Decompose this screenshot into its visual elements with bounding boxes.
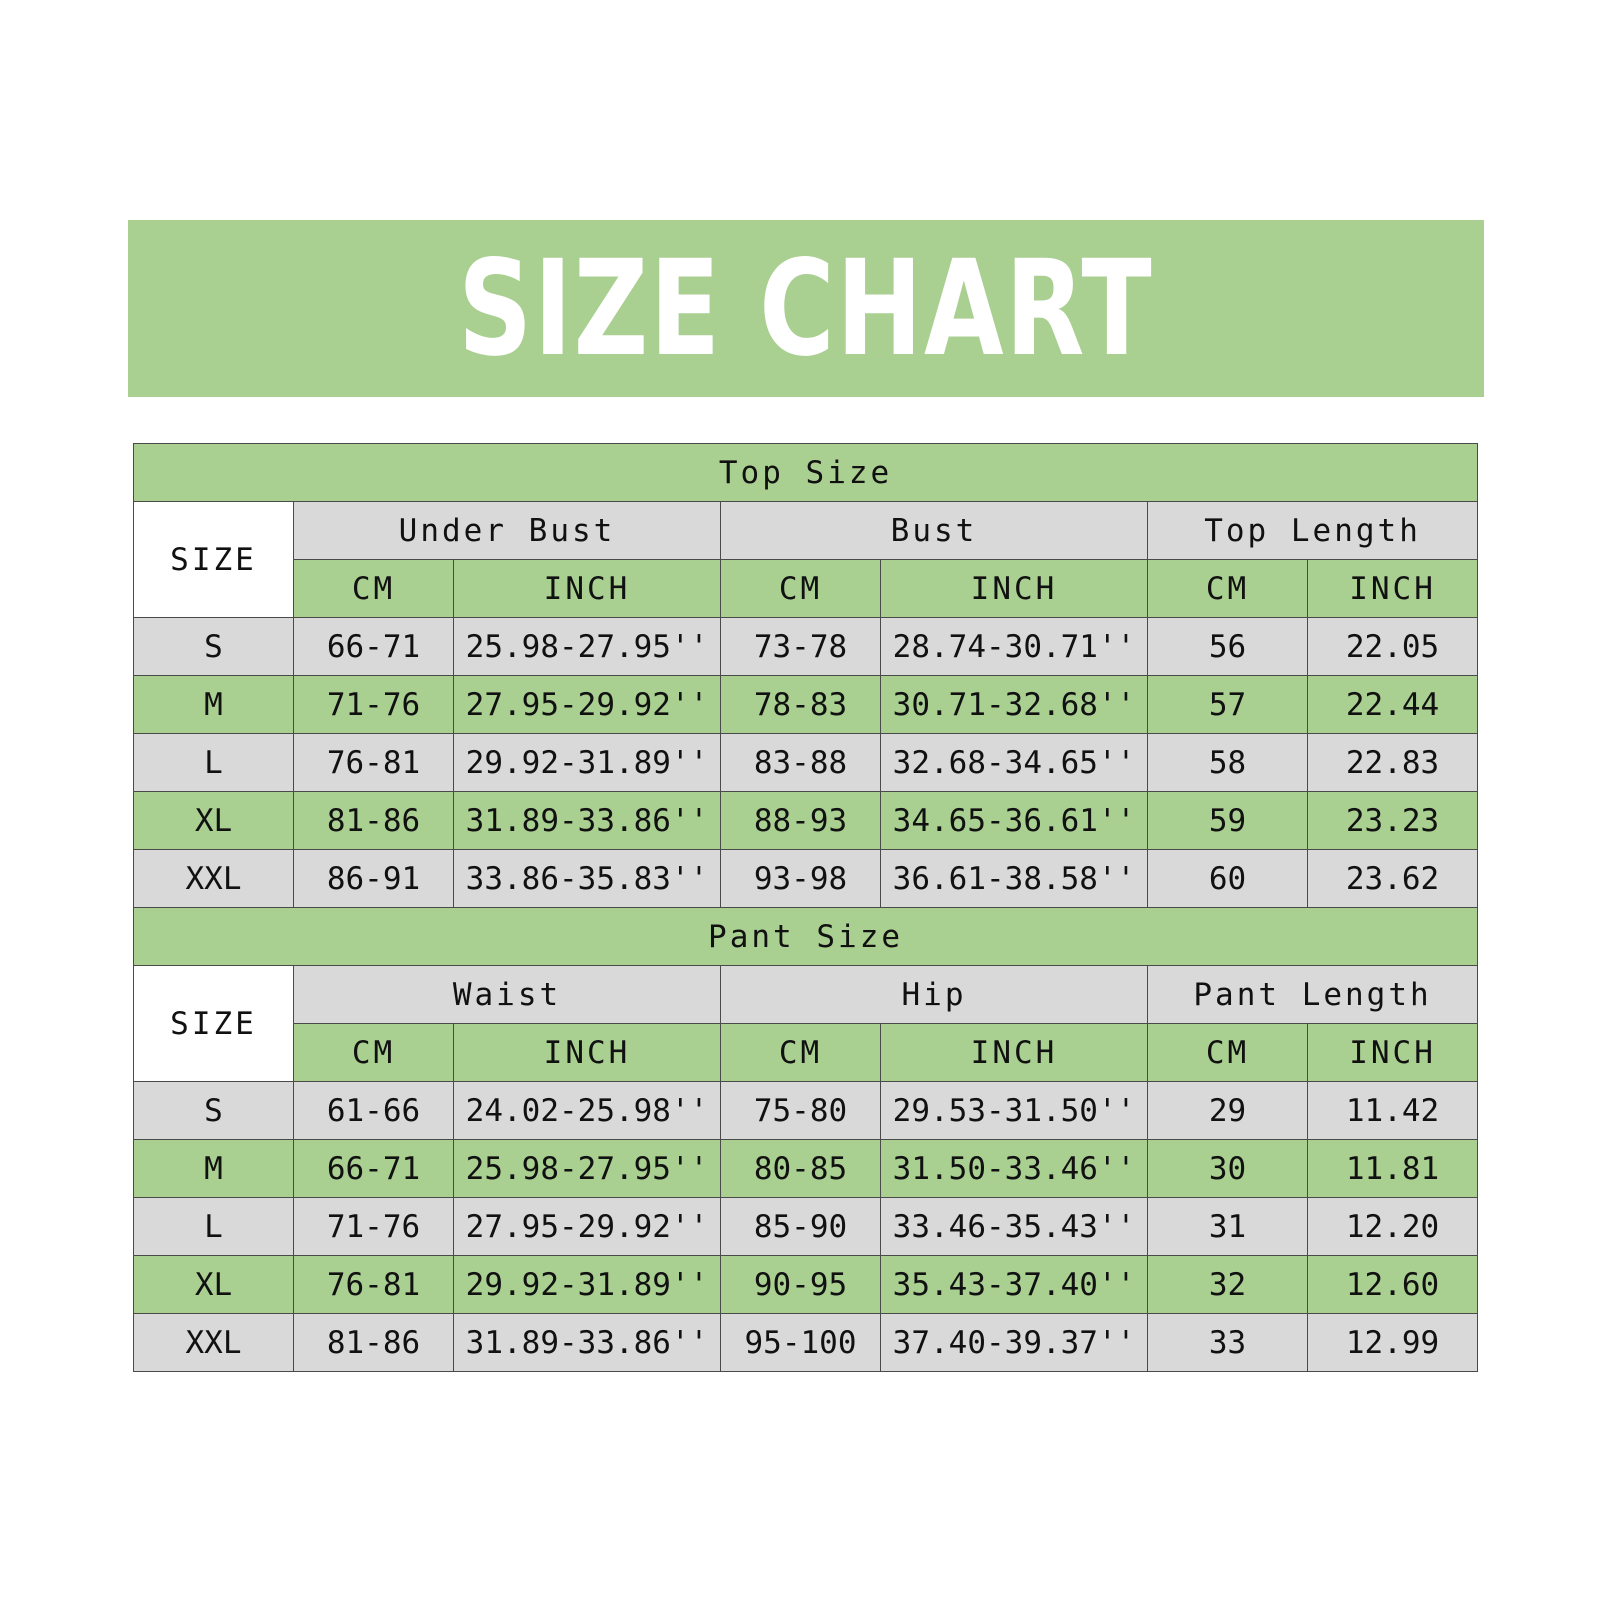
table-row — [134, 1082, 1478, 1140]
pant-size-group-hip: Hip — [721, 966, 1148, 1024]
table-cell: 34.65-36.61'' — [881, 792, 1148, 850]
table-cell: 32.68-34.65'' — [881, 734, 1148, 792]
pant-size-unit-row — [134, 1024, 1478, 1082]
pant-size-size-header: SIZE — [134, 966, 294, 1082]
table-cell: 27.95-29.92'' — [454, 676, 721, 734]
table-cell: 22.83 — [1308, 734, 1478, 792]
top-size-unit-cm: CM — [721, 560, 881, 618]
table-cell: 73-78 — [721, 618, 881, 676]
table-cell: 28.74-30.71'' — [881, 618, 1148, 676]
top-size-unit-cm: CM — [1148, 560, 1308, 618]
table-cell: 56 — [1148, 618, 1308, 676]
table-cell: 76-81 — [294, 734, 454, 792]
table-cell: 35.43-37.40'' — [881, 1256, 1148, 1314]
pant-size-group-waist: Waist — [294, 966, 721, 1024]
table-cell: 86-91 — [294, 850, 454, 908]
pant-size-unit-inch: INCH — [1308, 1024, 1478, 1082]
top-size-unit-inch: INCH — [881, 560, 1148, 618]
size-label-cell: XXL — [134, 1314, 294, 1372]
table-cell: 66-71 — [294, 1140, 454, 1198]
size-label-cell: L — [134, 734, 294, 792]
table-cell: 71-76 — [294, 676, 454, 734]
size-label-cell: XXL — [134, 850, 294, 908]
table-cell: 95-100 — [721, 1314, 881, 1372]
table-cell: 27.95-29.92'' — [454, 1198, 721, 1256]
table-cell: 81-86 — [294, 792, 454, 850]
table-cell: 81-86 — [294, 1314, 454, 1372]
pant-size-title-row — [134, 908, 1478, 966]
top-size-title: Top Size — [134, 444, 1478, 502]
table-cell: 83-88 — [721, 734, 881, 792]
table-cell: 80-85 — [721, 1140, 881, 1198]
top-size-unit-inch: INCH — [1308, 560, 1478, 618]
table-cell: 71-76 — [294, 1198, 454, 1256]
top-size-group-top-length: Top Length — [1148, 502, 1478, 560]
table-cell: 12.99 — [1308, 1314, 1478, 1372]
table-cell: 37.40-39.37'' — [881, 1314, 1148, 1372]
table-cell: 29.53-31.50'' — [881, 1082, 1148, 1140]
table-cell: 58 — [1148, 734, 1308, 792]
top-size-title-row — [134, 444, 1478, 502]
table-cell: 25.98-27.95'' — [454, 1140, 721, 1198]
table-row — [134, 850, 1478, 908]
pant-size-unit-inch: INCH — [881, 1024, 1148, 1082]
table-cell: 33 — [1148, 1314, 1308, 1372]
size-label-cell: M — [134, 676, 294, 734]
table-cell: 36.61-38.58'' — [881, 850, 1148, 908]
size-label-cell: XL — [134, 1256, 294, 1314]
top-size-size-header: SIZE — [134, 502, 294, 618]
top-size-group-bust: Bust — [721, 502, 1148, 560]
table-row — [134, 1314, 1478, 1372]
table-cell: 29.92-31.89'' — [454, 1256, 721, 1314]
pant-size-unit-inch: INCH — [454, 1024, 721, 1082]
table-cell: 85-90 — [721, 1198, 881, 1256]
table-cell: 75-80 — [721, 1082, 881, 1140]
table-cell: 90-95 — [721, 1256, 881, 1314]
size-label-cell: S — [134, 1082, 294, 1140]
pant-size-group-row — [134, 966, 1478, 1024]
size-table — [133, 443, 1478, 1372]
pant-size-unit-cm: CM — [721, 1024, 881, 1082]
table-row — [134, 618, 1478, 676]
table-cell: 61-66 — [294, 1082, 454, 1140]
top-size-group-row — [134, 502, 1478, 560]
table-cell: 11.42 — [1308, 1082, 1478, 1140]
table-cell: 22.44 — [1308, 676, 1478, 734]
table-cell: 78-83 — [721, 676, 881, 734]
size-label-cell: S — [134, 618, 294, 676]
top-size-unit-row — [134, 560, 1478, 618]
table-cell: 57 — [1148, 676, 1308, 734]
table-row — [134, 792, 1478, 850]
table-cell: 30.71-32.68'' — [881, 676, 1148, 734]
table-cell: 11.81 — [1308, 1140, 1478, 1198]
table-cell: 29.92-31.89'' — [454, 734, 721, 792]
table-row — [134, 1140, 1478, 1198]
pant-size-unit-cm: CM — [294, 1024, 454, 1082]
table-cell: 33.46-35.43'' — [881, 1198, 1148, 1256]
table-cell: 12.20 — [1308, 1198, 1478, 1256]
table-cell: 29 — [1148, 1082, 1308, 1140]
size-table-body — [134, 444, 1478, 1372]
table-cell: 31.89-33.86'' — [454, 1314, 721, 1372]
size-label-cell: L — [134, 1198, 294, 1256]
pant-size-title: Pant Size — [134, 908, 1478, 966]
table-row — [134, 676, 1478, 734]
table-cell: 76-81 — [294, 1256, 454, 1314]
table-cell: 66-71 — [294, 618, 454, 676]
pant-size-unit-cm: CM — [1148, 1024, 1308, 1082]
table-cell: 33.86-35.83'' — [454, 850, 721, 908]
table-cell: 32 — [1148, 1256, 1308, 1314]
table-row — [134, 1256, 1478, 1314]
table-cell: 59 — [1148, 792, 1308, 850]
table-cell: 93-98 — [721, 850, 881, 908]
table-cell: 31.50-33.46'' — [881, 1140, 1148, 1198]
table-cell: 31 — [1148, 1198, 1308, 1256]
page-title: SIZE CHART — [458, 231, 1154, 386]
table-cell: 25.98-27.95'' — [454, 618, 721, 676]
size-label-cell: M — [134, 1140, 294, 1198]
top-size-unit-inch: INCH — [454, 560, 721, 618]
table-cell: 12.60 — [1308, 1256, 1478, 1314]
size-label-cell: XL — [134, 792, 294, 850]
table-cell: 24.02-25.98'' — [454, 1082, 721, 1140]
table-cell: 23.23 — [1308, 792, 1478, 850]
top-size-unit-cm: CM — [294, 560, 454, 618]
table-cell: 30 — [1148, 1140, 1308, 1198]
table-row — [134, 1198, 1478, 1256]
table-row — [134, 734, 1478, 792]
table-cell: 22.05 — [1308, 618, 1478, 676]
table-cell: 31.89-33.86'' — [454, 792, 721, 850]
table-cell: 60 — [1148, 850, 1308, 908]
table-cell: 23.62 — [1308, 850, 1478, 908]
title-banner — [128, 220, 1484, 397]
table-cell: 88-93 — [721, 792, 881, 850]
pant-size-group-pant-length: Pant Length — [1148, 966, 1478, 1024]
top-size-group-under-bust: Under Bust — [294, 502, 721, 560]
